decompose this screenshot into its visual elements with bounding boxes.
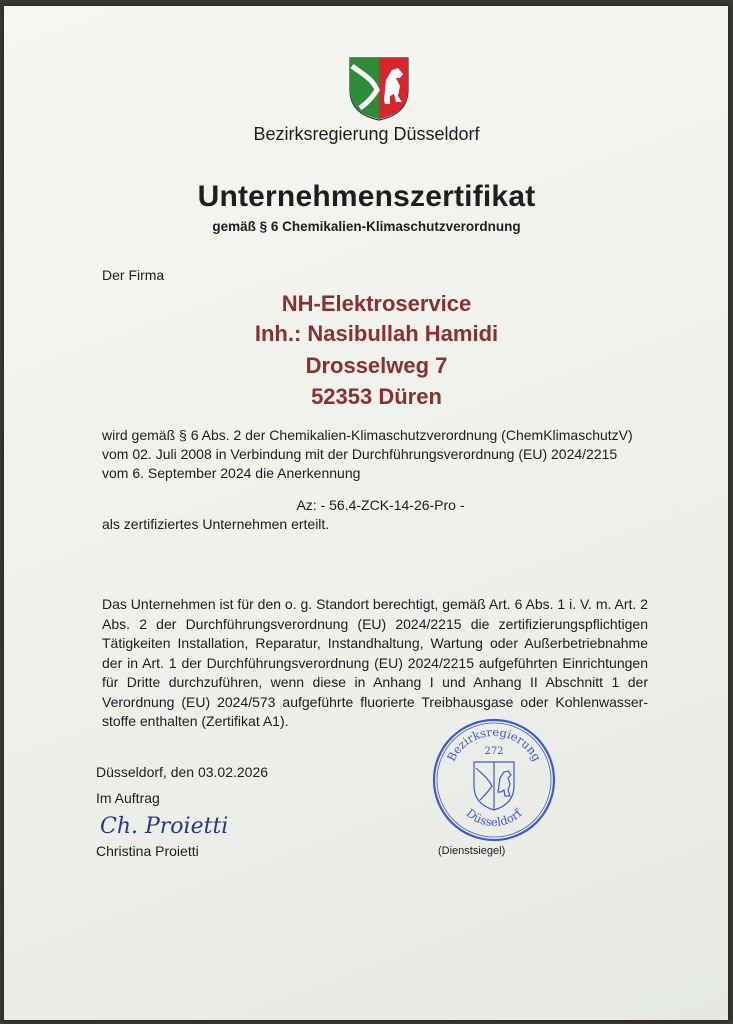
certificate-subtitle: gemäß § 6 Chemikalien-Klimaschutzverordnung bbox=[212, 219, 521, 234]
seal-number: 272 bbox=[484, 746, 504, 757]
company-city: 52353 Düren bbox=[311, 384, 442, 409]
authority-name: Bezirksregierung Düsseldorf bbox=[253, 124, 480, 144]
on-behalf-label: Im Auftrag bbox=[96, 790, 160, 806]
seal-caption: (Dienstsiegel) bbox=[438, 845, 506, 857]
nrw-coat-of-arms-icon bbox=[348, 56, 410, 122]
seal-bottom-text: Düsseldorf bbox=[463, 805, 525, 830]
company-street: Drosselweg 7 bbox=[305, 353, 448, 378]
handwritten-signature: Ch. Proietti bbox=[100, 814, 229, 839]
place-date: Düsseldorf, den 03.02.2026 bbox=[96, 764, 269, 780]
official-seal-stamp bbox=[430, 716, 558, 844]
certificate-title: Unternehmenszertifikat bbox=[197, 180, 536, 213]
recognition-line-2: vom 02. Juli 2008 in Verbindung mit der Durchführungsverordnung (EU) 2024/2215 bbox=[102, 446, 618, 462]
signatory-name: Christina Proietti bbox=[96, 843, 199, 859]
seal-top-text: Bezirksregierung bbox=[444, 724, 545, 764]
scope-paragraph: Das Unternehmen ist für den o. g. Standort berechtigt, gemäß Art. 6 Abs. 1 i. V. m. Art. 2 Abs. 2 der Durchführungsverordnung (EU) 2024/2215 die zertifizierungspflichtigen Tätigkeiten Installation, Reparatur, Instandhaltung, Wartung oder Außerbetriebnahme der in Art. 1 der Durchführungsverordnung (EU) 2024/2215 aufgeführten Einrichtungen für Dritte durchzuführen, wenn diese in Anhang I und Anhang II Abschnitt 1 der Verordnung (EU) 2024/573 aufgeführte fluorierte Treibhausgase oder Kohlenwasser-stoffe enthalten (Zertifikat A1). bbox=[102, 596, 648, 729]
recipient-label: Der Firma bbox=[102, 267, 165, 283]
company-name: NH-Elektroservice bbox=[281, 291, 472, 316]
recognition-line-1: wird gemäß § 6 Abs. 2 der Chemikalien-Klimaschutzverordnung (ChemKlimaschutzV) bbox=[102, 427, 633, 443]
certificate-page bbox=[4, 6, 728, 1020]
seal-crest-icon bbox=[474, 762, 514, 810]
file-reference: Az: - 56.4-ZCK-14-26-Pro - bbox=[296, 497, 465, 513]
recognition-line-3: vom 6. September 2024 die Anerkennung bbox=[102, 465, 361, 481]
company-owner: Inh.: Nasibullah Hamidi bbox=[254, 321, 499, 346]
certified-text: als zertifiziertes Unternehmen erteilt. bbox=[102, 516, 330, 532]
